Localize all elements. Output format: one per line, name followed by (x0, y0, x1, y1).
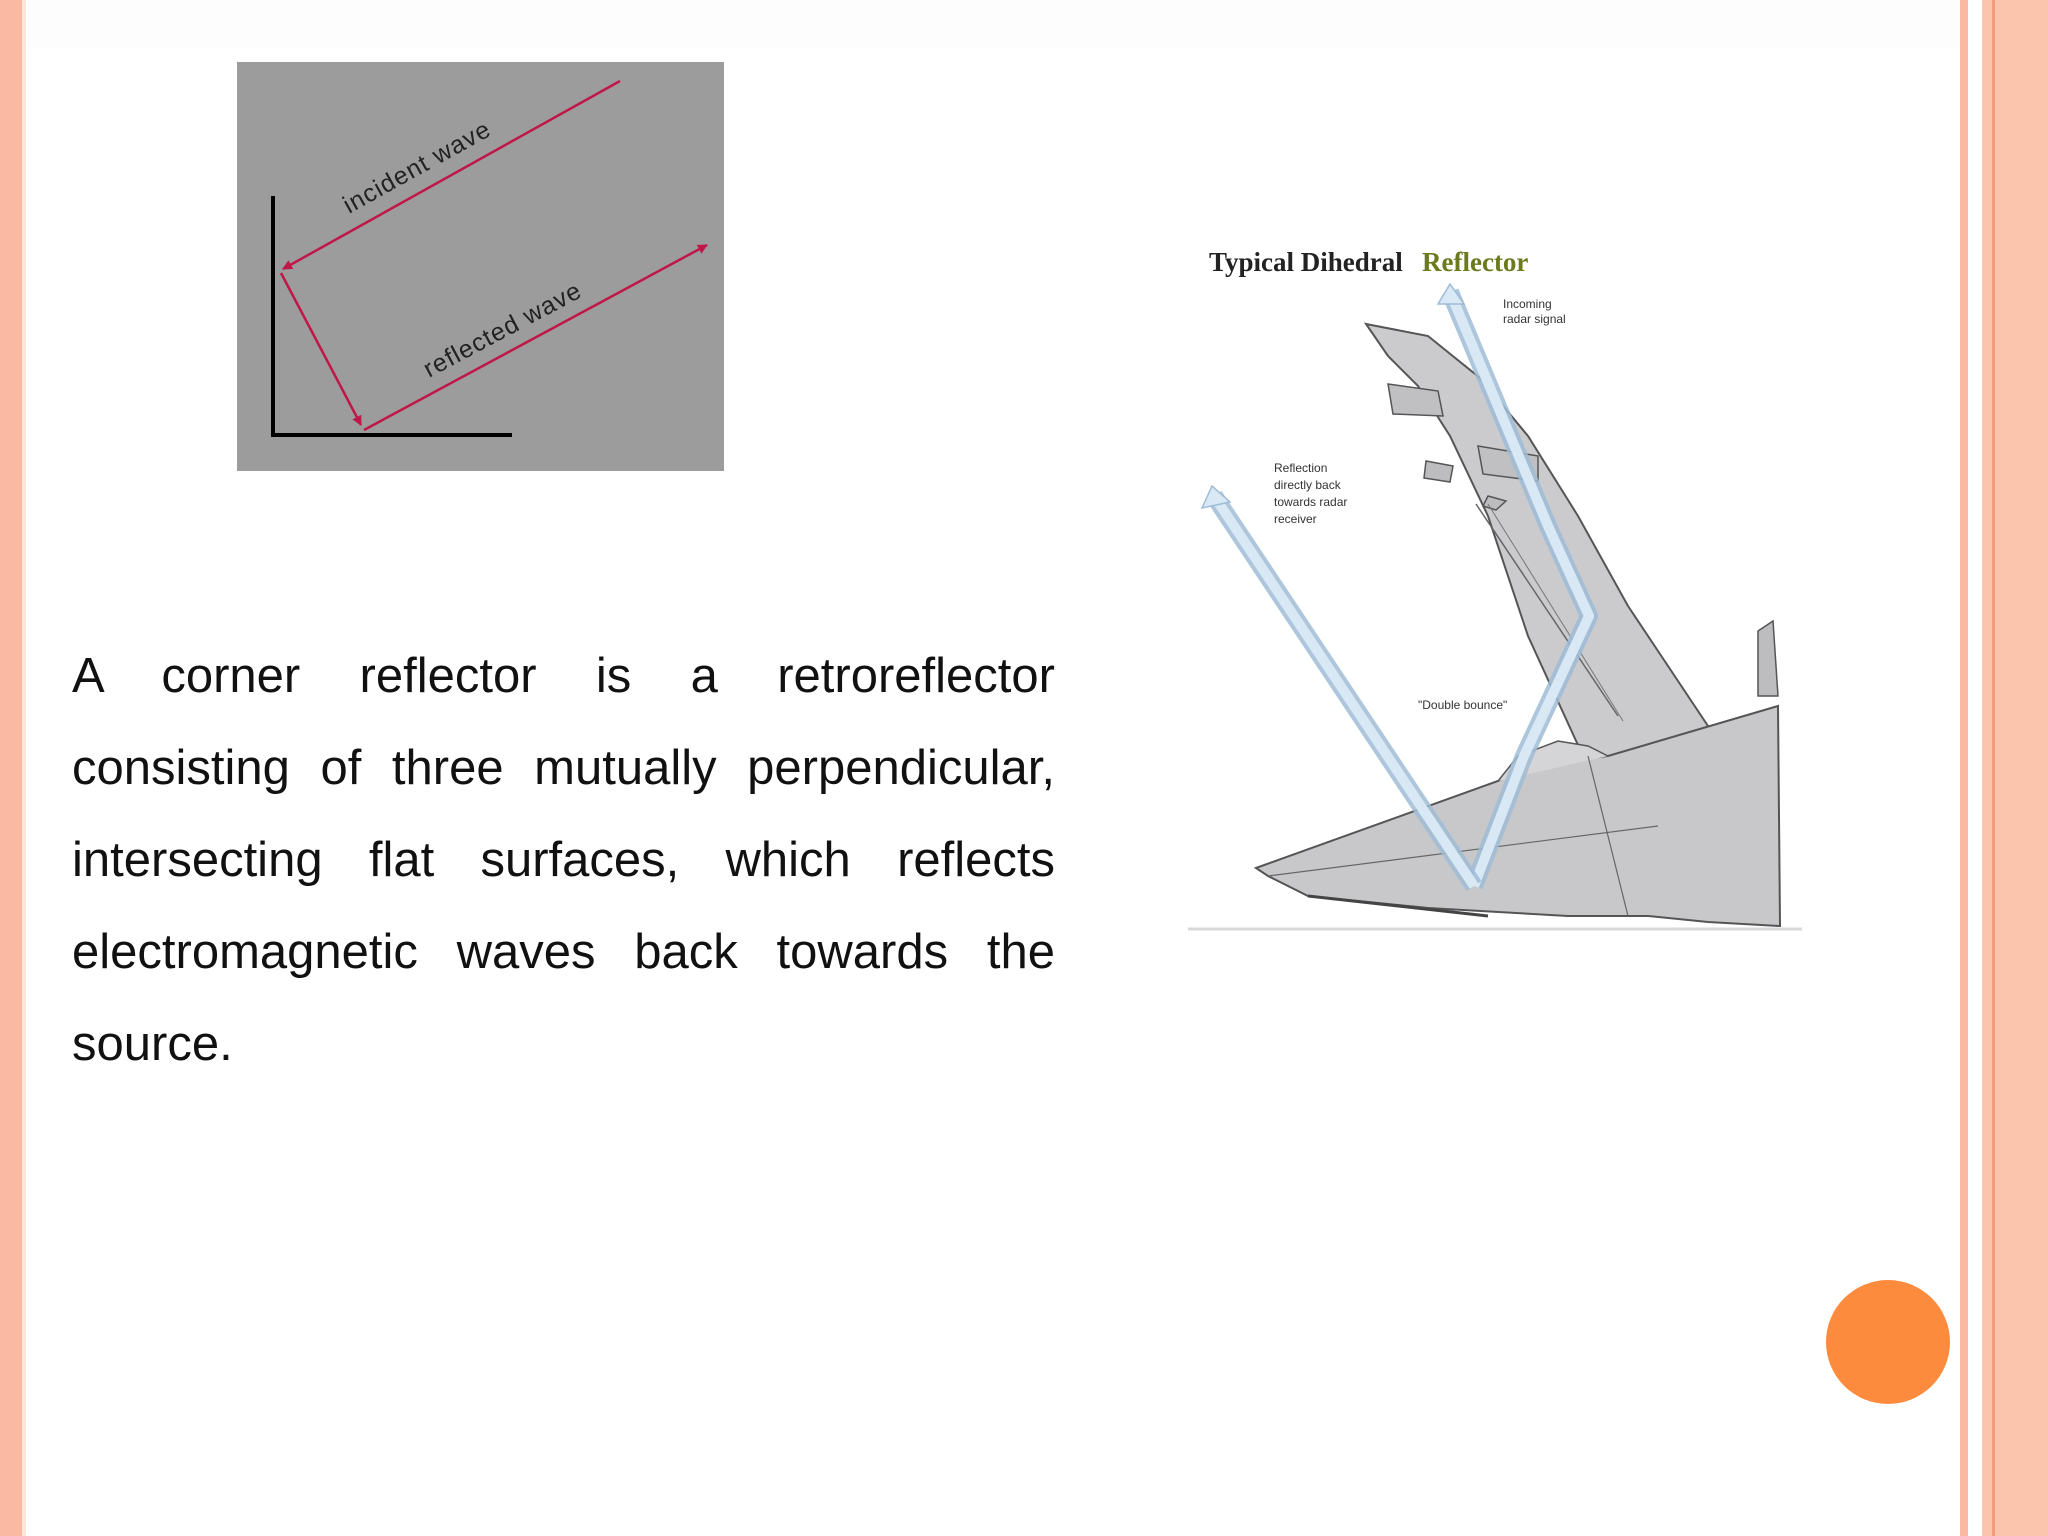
reflection-label-line3: towards radar (1274, 495, 1348, 509)
incoming-label-line1: Incoming (1503, 297, 1552, 311)
reflection-label-line2: directly back (1274, 478, 1341, 492)
dihedral-diagram-svg (1188, 236, 1802, 934)
bounce-ray (281, 273, 361, 425)
reflection-label-line4: receiver (1274, 512, 1317, 526)
slide-nav-button[interactable] (1826, 1280, 1950, 1404)
reflection-label-line1: Reflection (1274, 461, 1328, 475)
right-border-gap (1968, 0, 1982, 1536)
horizontal-stabilizer (1256, 706, 1780, 926)
reflected-radar-beam-core (1214, 496, 1474, 886)
dihedral-reflector-figure (1188, 236, 1802, 934)
left-border (0, 0, 22, 1536)
double-bounce-label: "Double bounce" (1418, 698, 1508, 712)
fin-tip-antenna (1758, 621, 1778, 696)
reflected-wave-label: reflected wave (418, 276, 587, 384)
right-border-line (1992, 0, 1995, 1536)
incident-reflected-wave-figure (237, 62, 724, 471)
incoming-label-line2: radar signal (1503, 312, 1566, 326)
dihedral-title-part1: Typical Dihedral (1209, 247, 1403, 277)
incident-ray (283, 81, 620, 269)
dihedral-title-part2: Reflector (1422, 247, 1529, 277)
right-border-inner (1960, 0, 1968, 1536)
wave-diagram-svg (237, 62, 724, 471)
corner-reflector-description: A corner reflector is a retroreflector consisting of three mutually perpendicular, intersecting flat surfaces, which reflects electromagnetic waves back towards the source. (72, 649, 1055, 1071)
left-border-inner (22, 0, 26, 1536)
top-panel (26, 0, 1960, 48)
reflected-ray (364, 245, 707, 430)
incident-wave-label: incident wave (338, 115, 496, 220)
fin-bump (1424, 461, 1453, 482)
